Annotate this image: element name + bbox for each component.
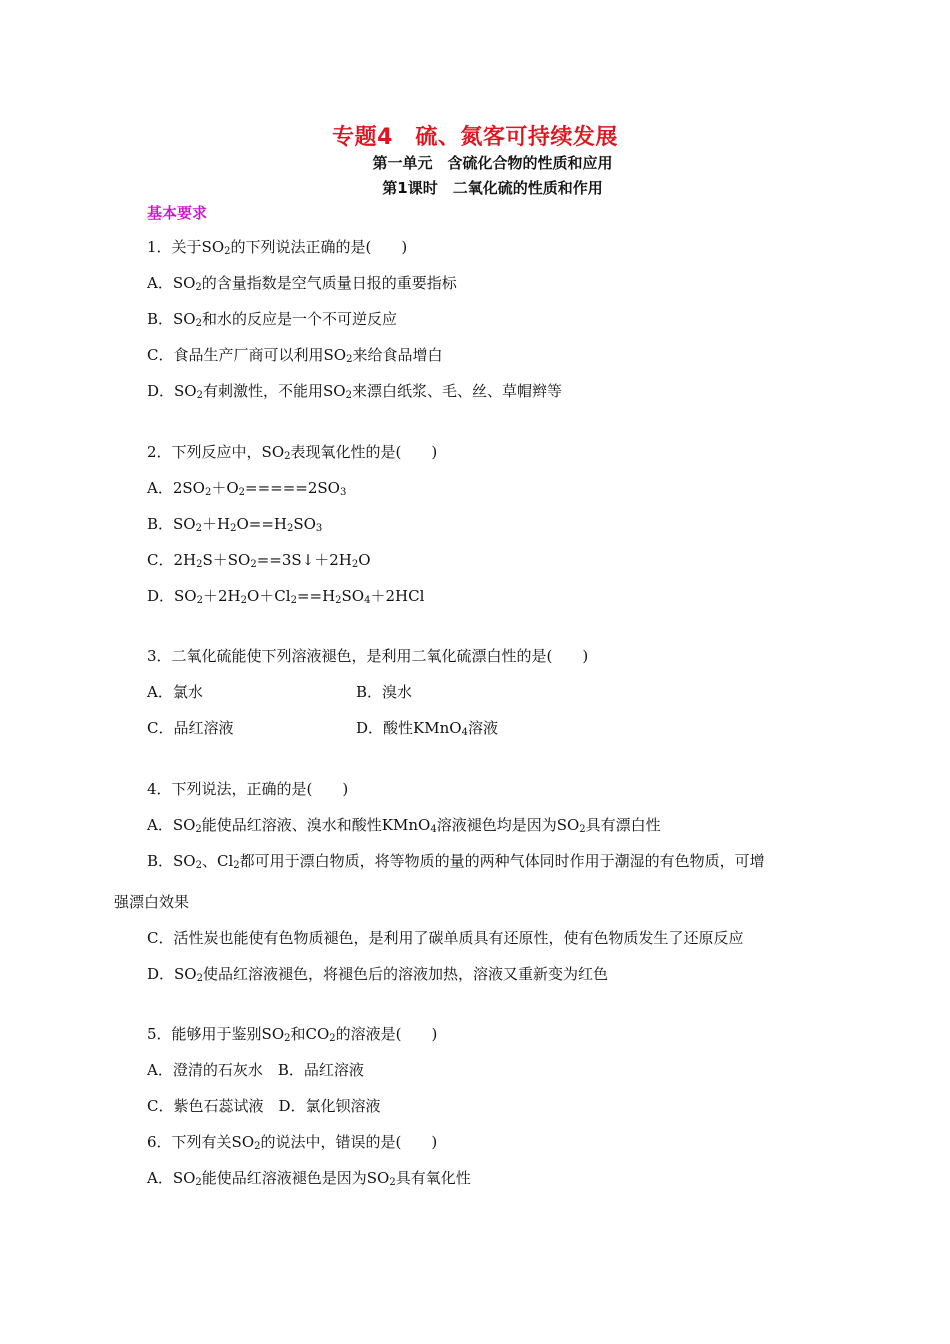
option-3a: A．氯水 bbox=[147, 683, 203, 701]
section-heading: 基本要求 bbox=[147, 204, 208, 222]
option-4c: C．活性炭也能使有色物质褪色，是利用了碳单质具有还原性，使有色物质发生了还原反应 bbox=[147, 929, 744, 947]
option-2c: C．$2H_2S+SO_2==3S↓+2H_2O$ bbox=[147, 551, 371, 570]
option-6a: A．$SO_2$能使品红溶液褪色是因为$SO_2$具有氧化性 bbox=[147, 1169, 471, 1188]
option-4b: B．$SO_2$、$Cl_2$都可用于漂白物质，将等物质的量的两种气体同时作用于潮湿的有色物质，可增 bbox=[147, 852, 765, 871]
page-title: 专题4 硫、氮客可持续发展 bbox=[332, 125, 618, 150]
options-5cd: C．紫色石蕊试液 D．氯化钡溶液 bbox=[147, 1097, 381, 1115]
option-3c: C．品红溶液 bbox=[147, 719, 234, 737]
option-1c: C．食品生产厂商可以利用$SO_2$来给食品增白 bbox=[147, 346, 443, 365]
question-5: 5．能够用于鉴别$SO_2$和$CO_2$的溶液是( ) bbox=[147, 1025, 438, 1044]
option-2b: B．$SO_2+H_2O==H_2SO_3$ bbox=[147, 515, 323, 534]
question-3: 3．二氧化硫能使下列溶液褪色，是利用二氧化硫漂白性的是( ) bbox=[147, 647, 589, 665]
option-3d: D．酸性KMnO$_4$溶液 bbox=[356, 719, 498, 738]
question-1: 1．关于$SO_2$的下列说法正确的是( ) bbox=[147, 238, 408, 257]
unit-heading: 第一单元 含硫化合物的性质和应用 bbox=[372, 154, 613, 172]
option-2d: D．$SO_2+2H_2O+Cl_2==H_2SO_4+2HCl$ bbox=[147, 587, 425, 606]
option-1b: B．$SO_2$和水的反应是一个不可逆反应 bbox=[147, 310, 397, 329]
option-2a: A．$2SO_2+O_2=====2SO_3$ bbox=[147, 479, 347, 498]
question-6: 6．下列有关$SO_2$的说法中，错误的是( ) bbox=[147, 1133, 438, 1152]
question-2: 2．下列反应中，$SO_2$表现氧化性的是( ) bbox=[147, 443, 438, 462]
option-4b-continued: 强漂白效果 bbox=[114, 893, 190, 911]
options-5ab: A．澄清的石灰水 B．品红溶液 bbox=[147, 1061, 364, 1079]
question-4: 4．下列说法，正确的是( ) bbox=[147, 780, 349, 798]
option-3b: B．溴水 bbox=[356, 683, 413, 701]
option-4d: D．$SO_2$使品红溶液褪色，将褪色后的溶液加热，溶液又重新变为红色 bbox=[147, 965, 608, 984]
lesson-heading: 第1课时 二氧化硫的性质和作用 bbox=[382, 179, 603, 197]
option-4a: A．$SO_2$能使品红溶液、溴水和酸性KMnO$_4$溶液褪色均是因为$SO_2$具有漂白性 bbox=[147, 816, 661, 835]
option-1a: A．$SO_2$的含量指数是空气质量日报的重要指标 bbox=[147, 274, 457, 293]
option-1d: D．$SO_2$有刺激性，不能用$SO_2$来漂白纸浆、毛、丝、草帽辫等 bbox=[147, 382, 562, 401]
